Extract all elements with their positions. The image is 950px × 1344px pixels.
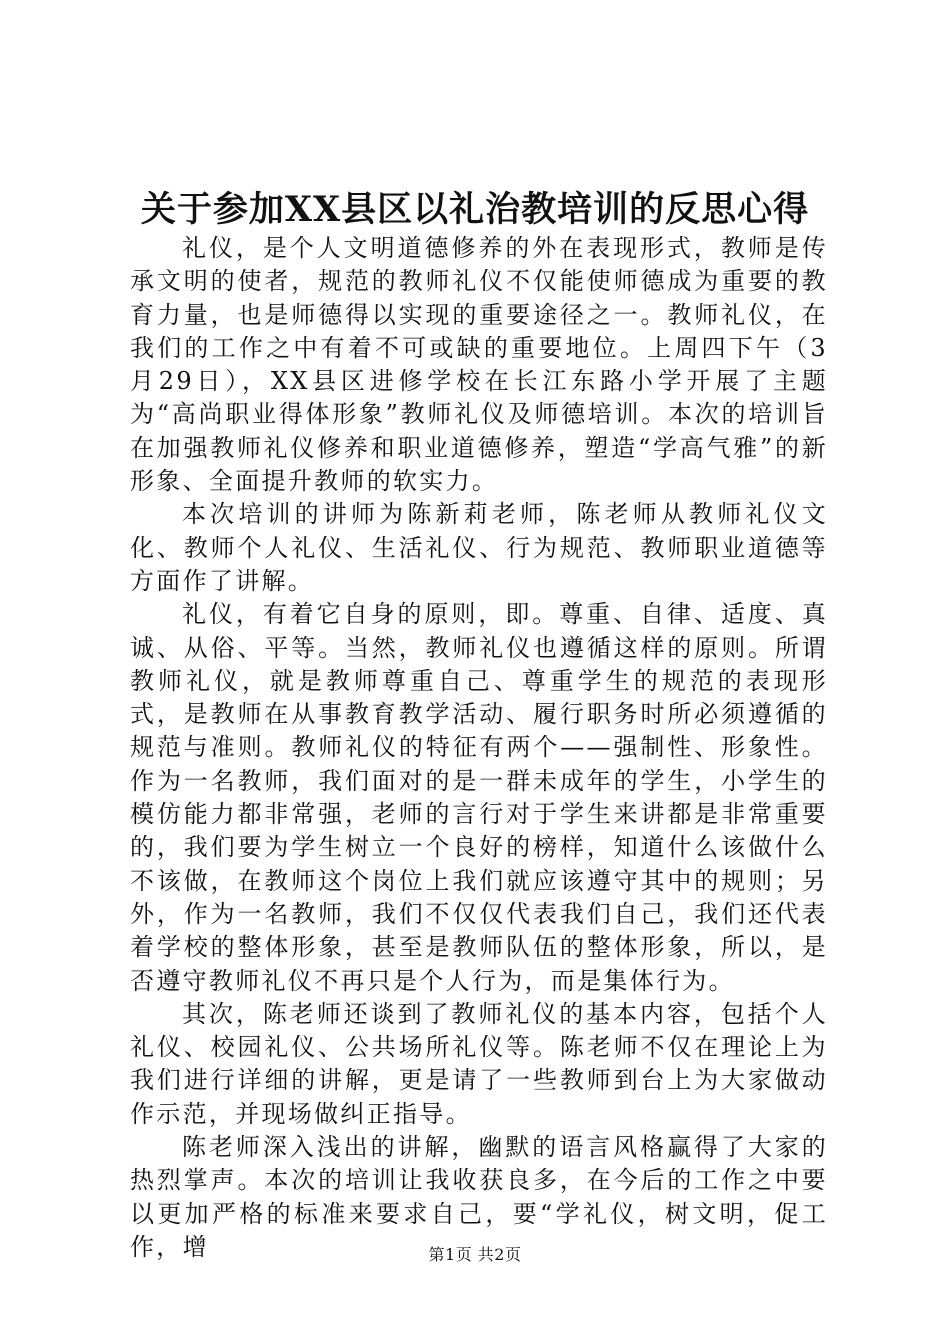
paragraph: 礼仪，是个人文明道德修养的外在表现形式，教师是传承文明的使者，规范的教师礼仪不仅能使师德成为重要的教育力量，也是师德得以实现的重要途径之一。教师礼仪，在我们的工作之中有着不可或缺的重要地位。上周四下午（3月29日），XX县区进修学校在长江东路小学开展了主题为“高尚职业得体形象”教师礼仪及师德培训。本次的培训旨在加强教师礼仪修养和职业道德修养，塑造“学高气雅”的新形象、全面提升教师的软实力。: [130, 234, 828, 496]
paragraph: 其次，陈老师还谈到了教师礼仪的基本内容，包括个人礼仪、校园礼仪、公共场所礼仪等。陈老师不仅在理论上为我们进行详细的讲解，更是请了一些教师到台上为大家做动作示范，并现场做纠正指导。: [130, 999, 828, 1128]
paragraph: 礼仪，有着它自身的原则，即。尊重、自律、适度、真诚、从俗、平等。当然，教师礼仪也遵循这样的原则。所谓教师礼仪，就是教师尊重自己、尊重学生的规范的表现形式，是教师在从事教育教学活动、履行职务时所必须遵循的规范与准则。教师礼仪的特征有两个——强制性、形象性。作为一名教师，我们面对的是一群未成年的学生，小学生的模仿能力都非常强，老师的言行对于学生来讲都是非常重要的，我们要为学生树立一个良好的榜样，知道什么该做什么不该做，在教师这个岗位上我们就应该遵守其中的规则；另外，作为一名教师，我们不仅仅代表我们自己，我们还代表着学校的整体形象，甚至是教师队伍的整体形象，所以，是否遵守教师礼仪不再只是个人行为，而是集体行为。: [130, 600, 828, 995]
page-number-footer: 第1页 共2页: [428, 1245, 522, 1264]
document-title: 关于参加XX县区以礼治教培训的反思心得: [140, 189, 810, 230]
document-body: [130, 232, 828, 1264]
paragraph: 本次培训的讲师为陈新莉老师，陈老师从教师礼仪文化、教师个人礼仪、生活礼仪、行为规范、教师职业道德等方面作了讲解。: [130, 500, 828, 595]
paragraph: 陈老师深入浅出的讲解，幽默的语言风格赢得了大家的热烈掌声。本次的培训让我收获良多，在今后的工作之中要以更加严格的标准来要求自己，要“学礼仪，树文明，促工作，增: [130, 1133, 828, 1261]
